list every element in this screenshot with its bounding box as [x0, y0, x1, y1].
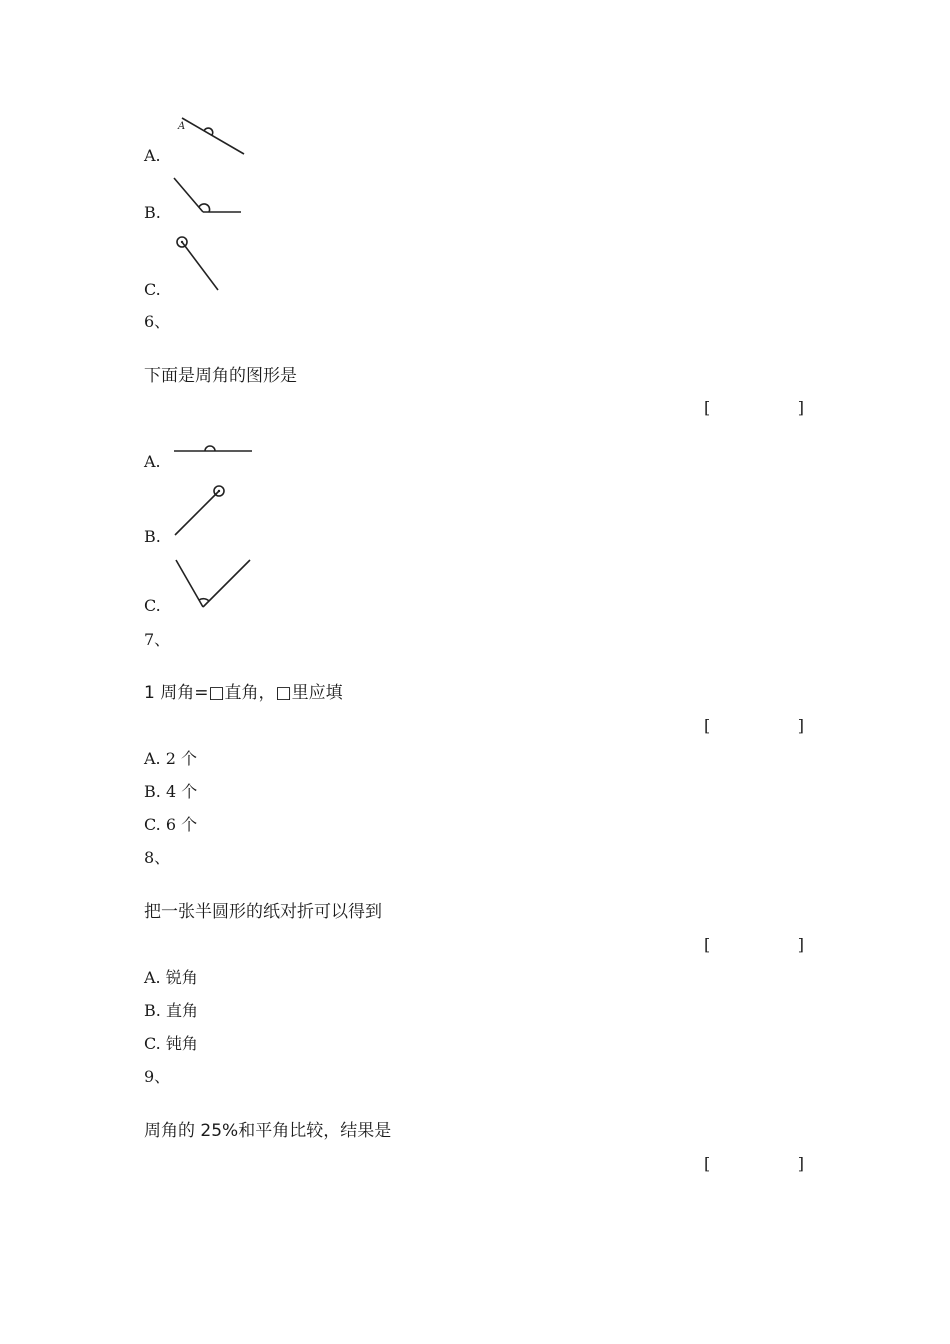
option-text: 直角: [165, 1001, 198, 1020]
bracket-left: [: [704, 1154, 711, 1173]
q7-option-b[interactable]: [144, 782, 197, 802]
q7-number: 7、: [144, 630, 171, 649]
option-letter: C.: [144, 815, 161, 834]
option-text: 6 个: [165, 815, 198, 834]
figure-label-a: A: [178, 121, 186, 132]
bracket-right: ]: [797, 398, 804, 417]
q6-option-b-letter: B.: [144, 527, 161, 546]
q5-option-a-letter: A.: [144, 146, 161, 165]
full-angle-ray-figure-icon: [170, 480, 234, 540]
q8-answer-bracket[interactable]: [704, 935, 804, 955]
q9-answer-bracket[interactable]: [704, 1154, 804, 1174]
q5-option-c-letter: C.: [144, 280, 161, 299]
option-letter: A.: [144, 749, 161, 768]
bracket-left: [: [704, 398, 711, 417]
q8-option-a[interactable]: [144, 968, 198, 988]
q7-stem: 1 周角=□直角，□里应填: [144, 683, 343, 703]
option-text: 锐角: [165, 968, 198, 987]
q7-option-c[interactable]: [144, 815, 197, 835]
q8-option-b[interactable]: [144, 1001, 198, 1021]
obtuse-angle-figure-icon: [170, 174, 250, 220]
q6-option-a-letter: A.: [144, 452, 161, 471]
q7-answer-bracket[interactable]: [704, 716, 804, 736]
q6-stem: 下面是周角的图形是: [144, 366, 297, 386]
option-text: 钝角: [165, 1034, 198, 1053]
bracket-right: ]: [797, 716, 804, 735]
q5-option-b-letter: B.: [144, 203, 161, 222]
q7-option-a[interactable]: [144, 749, 197, 769]
full-angle-ray-figure-icon: [170, 230, 230, 294]
option-letter: B.: [144, 1001, 161, 1020]
q6-number: 6、: [144, 312, 171, 331]
option-letter: B.: [144, 782, 161, 801]
bracket-right: ]: [797, 935, 804, 954]
q9-stem: 周角的 25%和平角比较，结果是: [144, 1121, 392, 1141]
option-text: 4 个: [165, 782, 198, 801]
q9-number: 9、: [144, 1067, 171, 1086]
q8-number: 8、: [144, 848, 171, 867]
q8-stem: 把一张半圆形的纸对折可以得到: [144, 902, 382, 922]
bracket-left: [: [704, 716, 711, 735]
bracket-left: [: [704, 935, 711, 954]
straight-angle-figure-icon: [170, 438, 256, 458]
acute-angle-figure-icon: [170, 556, 256, 612]
straight-angle-figure-icon: [170, 112, 250, 160]
bracket-right: ]: [797, 1154, 804, 1173]
option-text: 2 个: [165, 749, 198, 768]
option-letter: C.: [144, 1034, 161, 1053]
q6-answer-bracket[interactable]: [704, 398, 804, 418]
q8-option-c[interactable]: [144, 1034, 198, 1054]
option-letter: A.: [144, 968, 161, 987]
q6-option-c-letter: C.: [144, 596, 161, 615]
